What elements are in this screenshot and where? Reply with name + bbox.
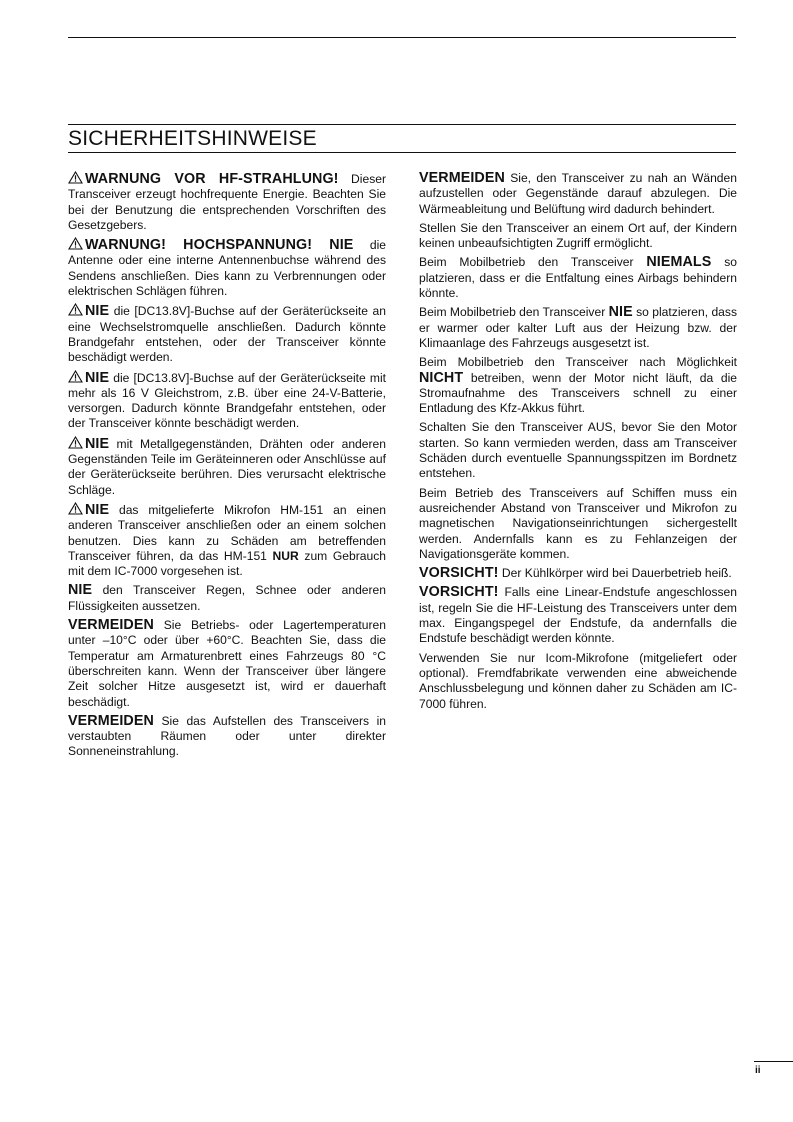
warning-keyword: VERMEIDEN — [68, 712, 154, 729]
paragraph-text: die [DC13.8V]-Buchse auf der Geräterückseite mit mehr als 16 V Gleichstrom, z.B. über eine 24-V-Batterie, versorgen. Dadurch könnte Brandgefahr entstehen, oder der Transceiver könnte beschädigt werden. — [68, 370, 386, 431]
warning-triangle-icon — [68, 502, 83, 515]
warning-keyword: NIE — [608, 304, 633, 321]
paragraph-text: Beim Mobilbetrieb den Transceiver — [419, 305, 609, 320]
paragraph-text-cont: so platzieren, dass er warmer oder kalter Luft aus der Heizung bzw. der Klimaanlage des Fahrzeugs ausgesetzt ist. — [419, 305, 737, 350]
paragraph-text: Sie Betriebs- oder Lagertemperaturen unter –10°C oder über +60°C. Beachten Sie, dass die Temperatur am Armaturenbrett eines Fahrzeugs 80 °C überschreiten kann. Wenn der Transceiver über längere Zeit solcher Hitze ausgesetzt ist, wird er dauerhaft beschädigt. — [68, 618, 386, 709]
paragraph-text: Beim Mobilbetrieb den Transceiver nach Möglichkeit — [419, 355, 737, 370]
safety-paragraph — [419, 221, 737, 252]
safety-paragraph — [419, 566, 737, 581]
warning-keyword: NICHT — [419, 369, 464, 386]
paragraph-text: Stellen Sie den Transceiver an einem Ort auf, der Kindern keinen unbeaufsichtigten Zugriff ermöglicht. — [419, 220, 737, 251]
safety-paragraph — [419, 355, 737, 416]
warning-keyword: NIE — [68, 582, 93, 599]
warning-triangle-icon — [68, 237, 83, 250]
right-column — [419, 171, 737, 716]
safety-paragraph — [68, 618, 386, 710]
paragraph-text-cont: betreiben, wenn der Motor nicht läuft, da die Stromaufnahme des Transceivers schnell zu einer Entladung des Kfz-Akkus führt. — [419, 370, 737, 416]
paragraph-text: Beim Betrieb des Transceivers auf Schiffen muss ein ausreichender Abstand von Transceiver und Mikrofon zu magnetischen Navigationseinrichtungen sichergestellt werden. Andernfalls kann es zu Fehlanzeigen der Navigationsgeräte kommen. — [419, 485, 737, 561]
warning-keyword: WARNUNG! HOCHSPANNUNG! NIE — [85, 237, 354, 254]
paragraph-text: Der Kühlkörper wird bei Dauerbetrieb heiß. — [498, 566, 732, 581]
warning-keyword: WARNUNG VOR HF-STRAHLUNG! — [85, 171, 339, 187]
paragraph-text: Dieser Transceiver erzeugt hochfrequente Energie. Beachten Sie bei der Benutzung die entsprechenden Vorschriften des Gesetzgebers. — [68, 172, 386, 232]
safety-paragraph — [68, 303, 386, 365]
left-column — [68, 171, 386, 764]
safety-paragraph — [68, 171, 386, 233]
section-header — [68, 124, 736, 153]
safety-paragraph — [419, 255, 737, 301]
warning-keyword: VERMEIDEN — [68, 617, 154, 634]
page-number: ii — [755, 1065, 761, 1076]
safety-paragraph — [68, 583, 386, 614]
safety-paragraph — [419, 585, 737, 646]
safety-paragraph — [419, 305, 737, 351]
safety-paragraph — [419, 420, 737, 481]
warning-triangle-icon — [68, 370, 83, 383]
warning-triangle-icon — [68, 171, 83, 184]
warning-keyword: VORSICHT! — [419, 584, 499, 601]
paragraph-text-cont: so platzieren, dass er die Entfaltung eines Airbags behindern könnte. — [419, 255, 737, 301]
warning-triangle-icon — [68, 303, 83, 316]
safety-paragraph — [419, 486, 737, 562]
safety-paragraph — [68, 714, 386, 760]
warning-keyword: NIE — [85, 369, 110, 386]
paragraph-text: mit Metallgegenständen, Drähten oder anderen Gegenständen Teile im Geräteinneren oder Anschlüsse auf der Geräterückseite berühren. Dies verursacht elektrische Schläge. — [68, 436, 386, 497]
safety-paragraph — [419, 171, 737, 217]
warning-keyword: NIE — [85, 501, 110, 518]
page-number-rule — [754, 1061, 793, 1062]
section-title: SICHERHEITSHINWEISE — [68, 127, 317, 150]
paragraph-text: das mitgelieferte Mikrofon HM-151 an einen anderen Transceiver anschließen oder an einem solchen benutzen. Dies kann zu Schäden am betreffenden Transceiver führen, da das HM-151 — [68, 502, 386, 563]
safety-paragraph — [419, 651, 737, 712]
warning-keyword: VORSICHT! — [419, 565, 499, 582]
safety-paragraph — [68, 502, 386, 579]
warning-triangle-icon — [68, 436, 83, 449]
paragraph-text: Schalten Sie den Transceiver AUS, bevor Sie den Motor starten. So kann vermieden werden, dass am Transceiver Schäden durch eventuelle Spannungsspitzen im Bordnetz entstehen. — [419, 420, 737, 481]
safety-paragraph — [68, 370, 386, 432]
paragraph-text: die Antenne oder eine interne Antennenbuchse während des Sendens anschließen. Dies kann zu Verbrennungen oder elektrischen Schlägen führen. — [68, 238, 387, 299]
paragraph-text: Sie, den Transceiver zu nah an Wänden aufzustellen oder Gegenstände darauf abzulegen. Die Wärmeableitung und Belüftung wird dadurch behindert. — [419, 171, 737, 216]
emphasis-nur: NUR — [272, 548, 299, 563]
paragraph-text: Sie das Aufstellen des Transceivers in verstaubten Räumen oder unter direkter Sonneneinstrahlung. — [68, 713, 386, 759]
warning-keyword: VERMEIDEN — [419, 170, 505, 186]
paragraph-text: die [DC13.8V]-Buchse auf der Geräterückseite an eine Wechselstromquelle anschließen. Dadurch könnte Brandgefahr entstehen, oder der Transceiver könnte beschädigt werden. — [68, 304, 386, 365]
safety-paragraph — [68, 436, 386, 498]
paragraph-text-cont: zum Gebrauch mit dem IC-7000 vorgesehen ist. — [68, 548, 386, 579]
paragraph-text: den Transceiver Regen, Schnee oder anderen Flüssigkeiten aussetzen. — [68, 583, 386, 613]
warning-keyword: NIE — [85, 435, 110, 452]
paragraph-text: Falls eine Linear-Endstufe angeschlossen ist, regeln Sie die HF-Leistung des Transceivers unter dem max. Eingangspegel der Endstufe, da andernfalls die Endstufe beschädigt werden könnte. — [419, 585, 737, 646]
safety-paragraph — [68, 237, 386, 299]
warning-keyword: NIEMALS — [646, 254, 712, 271]
paragraph-text: Verwenden Sie nur Icom-Mikrofone (mitgeliefert oder optional). Fremdfabrikate verwenden eine abweichende Anschlussbelegung und können daher zu Schäden am IC-7000 führen. — [419, 650, 737, 711]
warning-keyword: NIE — [85, 303, 110, 320]
top-rule — [68, 37, 736, 38]
paragraph-text: Beim Mobilbetrieb den Transceiver — [419, 255, 647, 270]
